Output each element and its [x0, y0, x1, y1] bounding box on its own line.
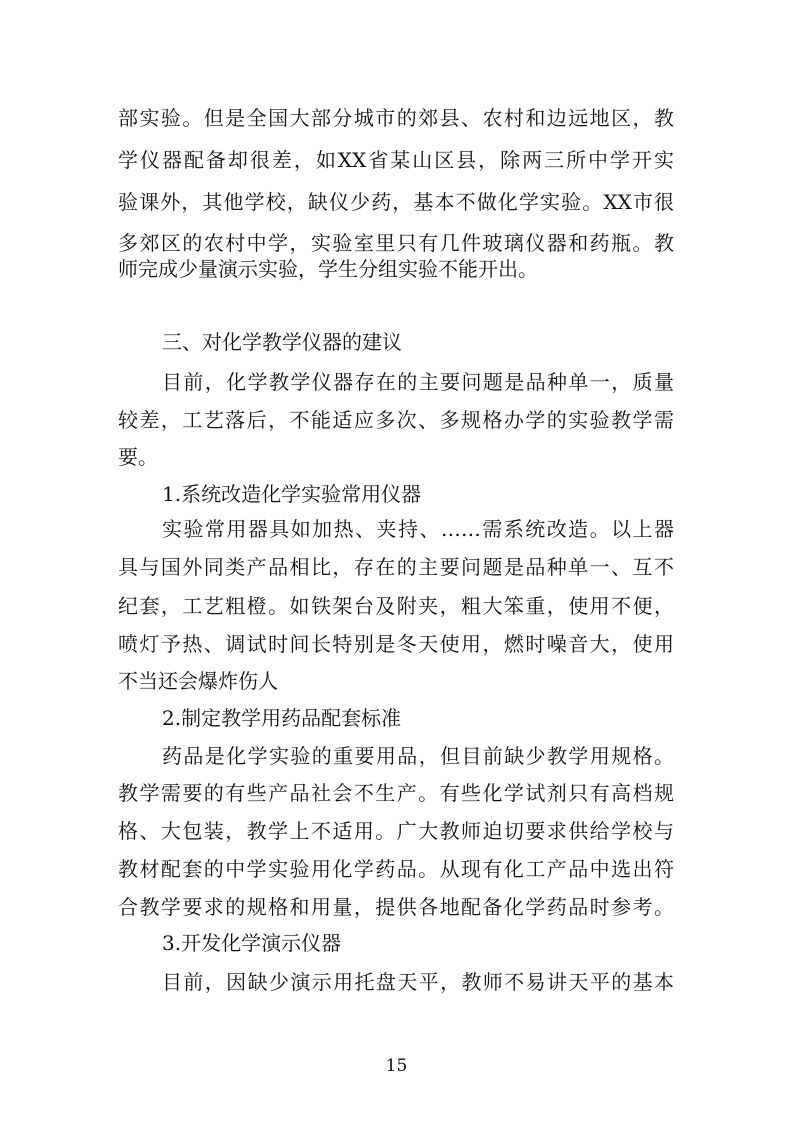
body-text-line: 教学需要的有些产品社会不生产。有些化学试剂只有高档规: [118, 781, 674, 805]
body-text-line: 部实验。但是全国大部分城市的郊县、农村和边远地区，教: [118, 106, 674, 130]
body-text-line: 要。: [118, 445, 158, 469]
paragraph-first-line: 实验常用器具如加热、夹持、……需系统改造。以上器: [162, 517, 674, 541]
body-text-line: 合教学要求的规格和用量，提供各地配备化学药品时参考。: [118, 895, 674, 919]
subsection-heading: 2.制定教学用药品配套标准: [162, 706, 402, 730]
body-text-line: 验课外，其他学校，缺仪少药，基本不做化学实验。XX市很: [118, 190, 674, 214]
body-text-line: 喷灯予热、调试时间长特别是冬天使用，燃时噪音大，使用: [118, 632, 674, 656]
body-text-line: 不当还会爆炸伤人: [118, 669, 278, 693]
paragraph-first-line: 目前，化学教学仪器存在的主要问题是品种单一，质量: [162, 370, 674, 394]
section-heading: 三、对化学教学仪器的建议: [162, 330, 402, 354]
body-text-line: 学仪器配备却很差，如XX省某山区县，除两三所中学开实: [118, 148, 674, 172]
body-text-line: 纪套，工艺粗橙。如铁架台及附夹，粗大笨重，使用不便，: [118, 594, 674, 618]
page-number: 15: [385, 1056, 408, 1076]
subsection-heading: 3.开发化学演示仪器: [162, 931, 342, 955]
body-text-line: 具与国外同类产品相比，存在的主要问题是品种单一、互不: [118, 555, 674, 579]
body-text-line: 师完成少量演示实验，学生分组实验不能开出。: [118, 257, 538, 281]
body-text-line: 多郊区的农村中学，实验室里只有几件玻璃仪器和药瓶。教: [118, 231, 674, 255]
body-text-line: 格、大包装，教学上不适用。广大教师迫切要求供给学校与: [118, 819, 674, 843]
body-text-line: 教材配套的中学实验用化学药品。从现有化工产品中选出符: [118, 857, 674, 881]
paragraph-first-line: 目前，因缺少演示用托盘天平，教师不易讲天平的基本: [162, 970, 674, 994]
body-text-line: 较差，工艺落后，不能适应多次、多规格办学的实验教学需: [118, 408, 674, 432]
subsection-heading: 1.系统改造化学实验常用仪器: [162, 482, 422, 506]
paragraph-first-line: 药品是化学实验的重要用品，但目前缺少教学用规格。: [162, 744, 674, 768]
